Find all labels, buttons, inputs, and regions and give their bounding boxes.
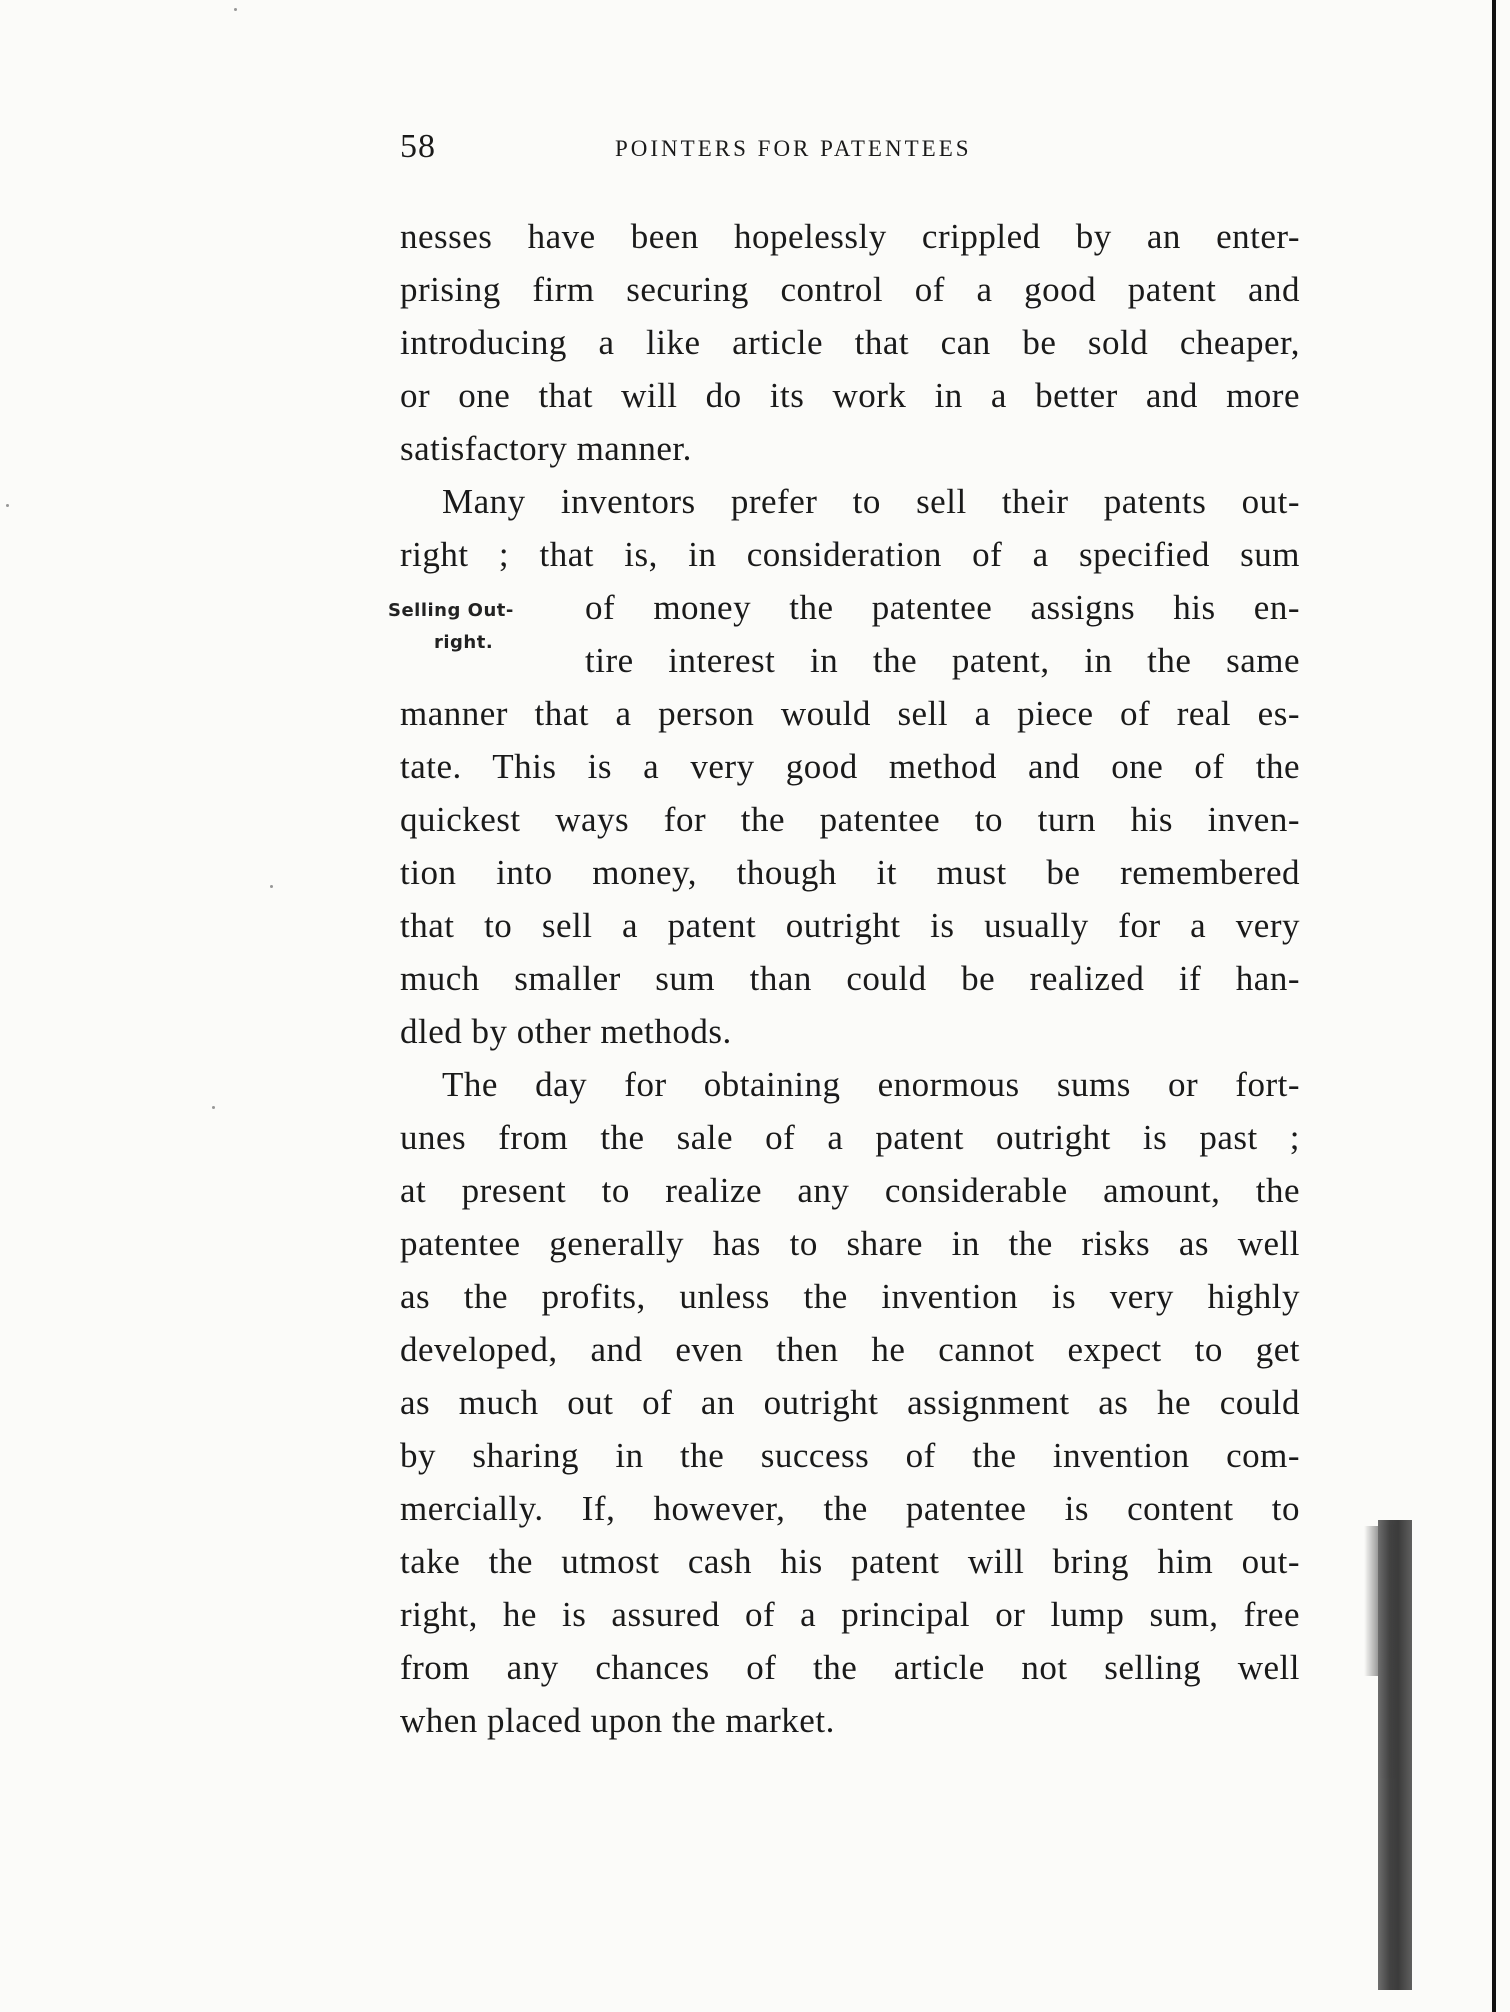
- paper-speck: [270, 885, 273, 888]
- sidenote-block: [388, 581, 1300, 687]
- margin-note: [388, 595, 558, 659]
- text-line: that to sell a patent outright is usually for a very: [400, 906, 1300, 945]
- text-line: tion into money, though it must be remembered: [400, 853, 1300, 892]
- text-line: from any chances of the article not selling well: [400, 1648, 1300, 1687]
- text-line: right ; that is, in consideration of a specified sum: [400, 535, 1300, 574]
- text-line: take the utmost cash his patent will bring him out-: [400, 1542, 1300, 1581]
- binding-shadow: [1378, 1520, 1412, 1990]
- text-line: prising firm securing control of a good patent and: [400, 270, 1300, 309]
- text-line: Many inventors prefer to sell their patents out-: [442, 482, 1300, 521]
- text-line: dled by other methods.: [400, 1012, 732, 1051]
- paragraph-2: [388, 475, 1300, 1058]
- paper-speck: [212, 1106, 215, 1109]
- text-line: The day for obtaining enormous sums or fort-: [442, 1065, 1300, 1104]
- text-line: when placed upon the market.: [400, 1701, 835, 1740]
- text-line: as much out of an outright assignment as he could: [400, 1383, 1300, 1422]
- text-line: as the profits, unless the invention is very highly: [400, 1277, 1300, 1316]
- page-header: [400, 128, 1290, 168]
- text-line: of money the patentee assigns his en-: [585, 588, 1300, 627]
- text-line: manner that a person would sell a piece of real es-: [400, 694, 1300, 733]
- running-head: POINTERS FOR PATENTEES: [615, 136, 972, 161]
- page-edge-rule: [1492, 0, 1496, 2012]
- text-line: at present to realize any considerable amount, the: [400, 1171, 1300, 1210]
- text-line: quickest ways for the patentee to turn his inven-: [400, 800, 1300, 839]
- text-line: developed, and even then he cannot expect to get: [400, 1330, 1300, 1369]
- body-text: [388, 210, 1300, 1747]
- paragraph-3: [400, 1058, 1300, 1747]
- paper-speck: [6, 504, 9, 507]
- text-line: mercially. If, however, the patentee is content to: [400, 1489, 1300, 1528]
- text-line: much smaller sum than could be realized if han-: [400, 959, 1300, 998]
- text-line: or one that will do its work in a better and more: [400, 376, 1300, 415]
- text-line: patentee generally has to share in the risks as well: [400, 1224, 1300, 1263]
- page-number: 58: [400, 128, 436, 165]
- text-line: nesses have been hopelessly crippled by an enter-: [400, 217, 1300, 256]
- margin-note-line: right.: [434, 632, 494, 653]
- text-line: satisfactory manner.: [400, 429, 692, 468]
- paragraph-1: [400, 210, 1300, 475]
- text-line: right, he is assured of a principal or lump sum, free: [400, 1595, 1300, 1634]
- text-line: introducing a like article that can be sold cheaper,: [400, 323, 1300, 362]
- text-line: tate. This is a very good method and one of the: [400, 747, 1300, 786]
- text-line: by sharing in the success of the invention com-: [400, 1436, 1300, 1475]
- text-line: tire interest in the patent, in the same: [585, 641, 1300, 680]
- text-line: unes from the sale of a patent outright is past ;: [400, 1118, 1300, 1157]
- paper-speck: [234, 8, 237, 11]
- margin-note-line: Selling Out-: [388, 600, 514, 621]
